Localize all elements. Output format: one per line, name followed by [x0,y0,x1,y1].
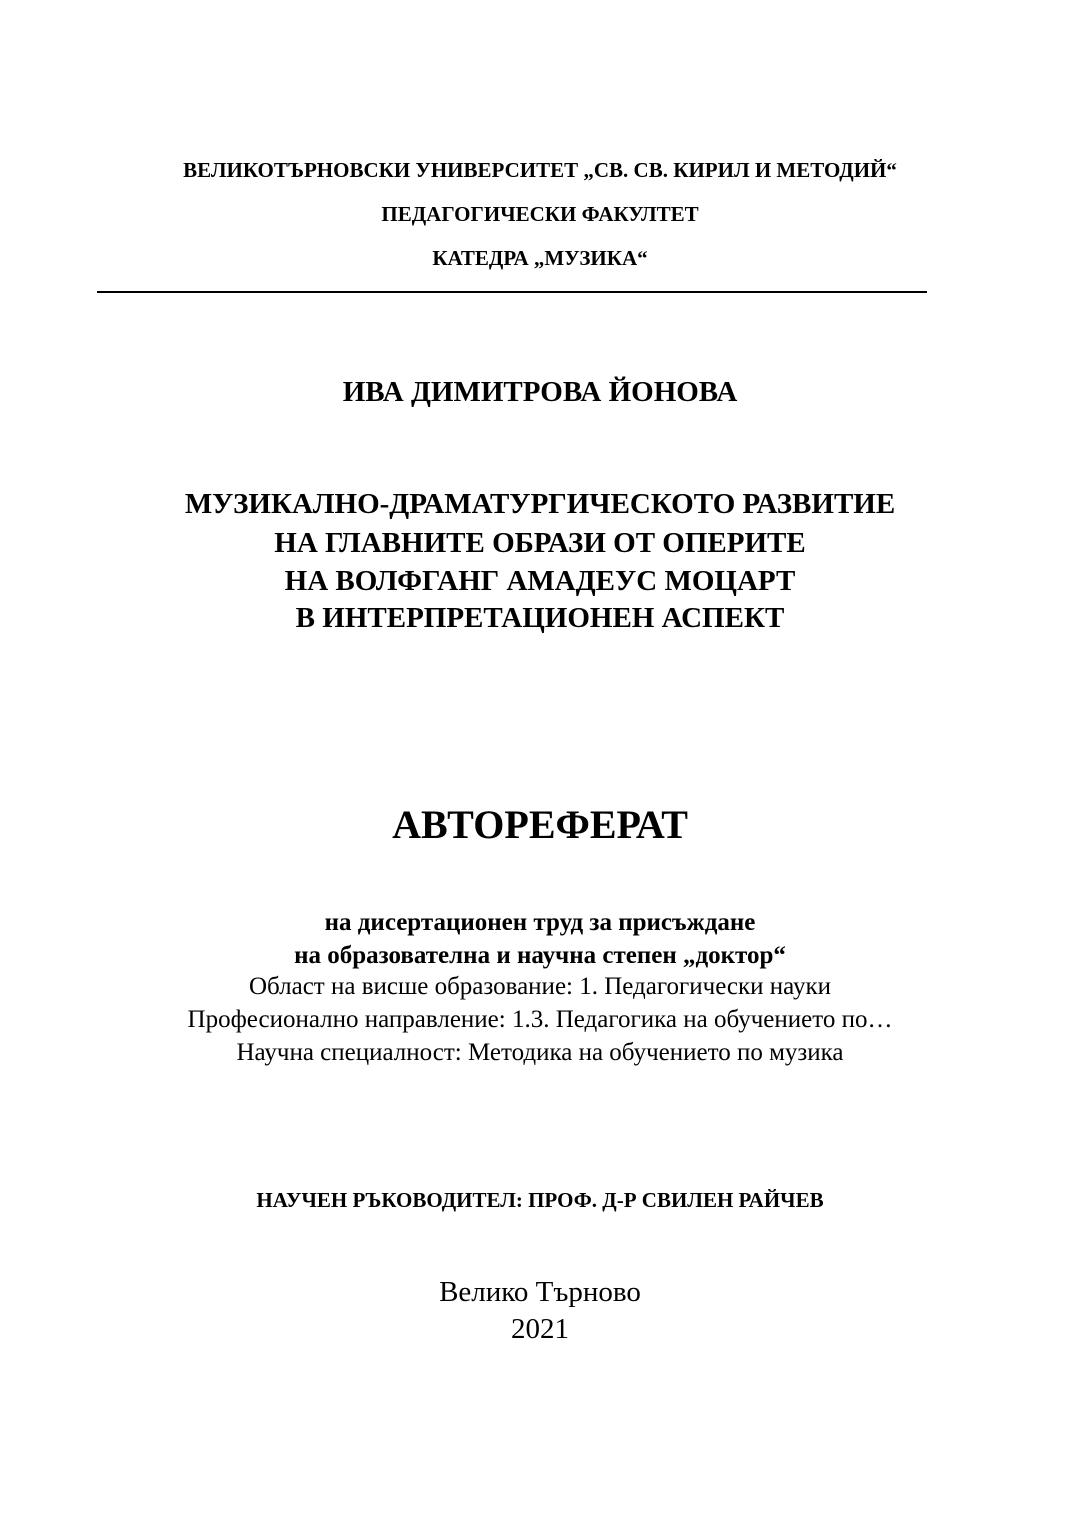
author-name: ИВА ДИМИТРОВА ЙОНОВА [342,376,738,408]
professional-direction: Професионално направление: 1.3. Педагогика на обучението по… [187,1006,893,1033]
subtitle-line-1: на дисертационен труд за присъждане [324,909,756,936]
subtitle-line-2: на образователна и научна степен „доктор“ [294,942,786,969]
publication-year: 2021 [511,1313,569,1345]
thesis-title-line-1: МУЗИКАЛНО-ДРАМАТУРГИЧЕСКОТО РАЗВИТИЕ [184,488,896,520]
field-of-education: Област на висше образование: 1. Педагогически науки [248,973,832,1000]
thesis-title-line-3: НА ВОЛФГАНГ АМАДЕУС МОЦАРТ [284,565,796,597]
department-name: КАТЕДРА „МУЗИКА“ [432,246,648,270]
thesis-title-line-2: НА ГЛАВНИТЕ ОБРАЗИ ОТ ОПЕРИТЕ [274,527,806,559]
scientific-specialty: Научна специалност: Методика на обучението по музика [236,1039,844,1066]
scientific-supervisor: НАУЧЕН РЪКОВОДИТЕЛ: ПРОФ. Д-Р СВИЛЕН РАЙЧЕВ [256,1188,824,1212]
thesis-title-line-4: В ИНТЕРПРЕТАЦИОНЕН АСПЕКТ [295,602,785,634]
document-type-heading: АВТОРЕФЕРАТ [392,802,688,847]
university-name: ВЕЛИКОТЪРНОВСКИ УНИВЕРСИТЕТ „СВ. СВ. КИРИЛ И МЕТОДИЙ“ [183,158,897,182]
header-divider [97,291,927,293]
place-of-publication: Велико Търново [439,1276,641,1308]
faculty-name: ПЕДАГОГИЧЕСКИ ФАКУЛТЕТ [381,202,699,226]
